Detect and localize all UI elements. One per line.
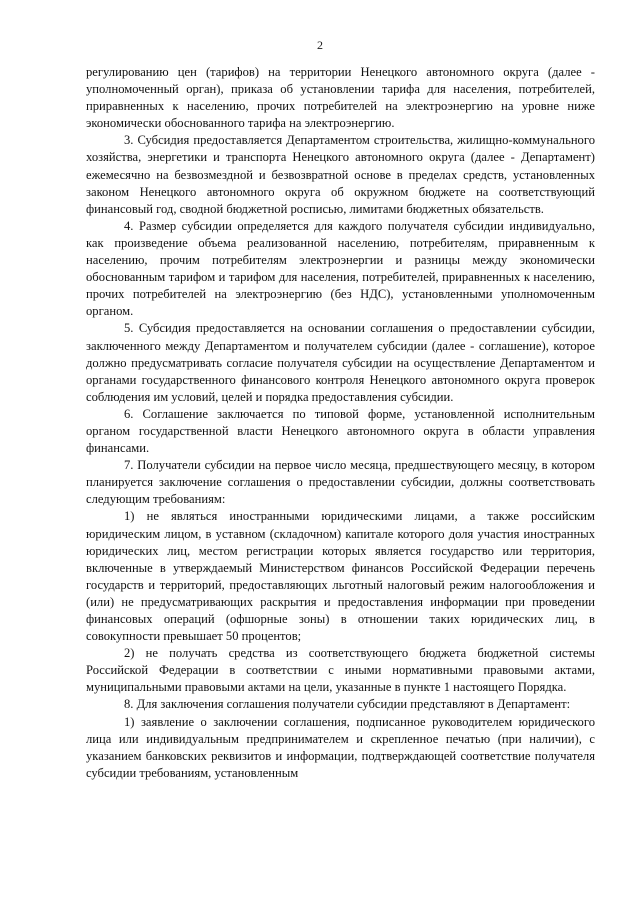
paragraph: 1) заявление о заключении соглашения, подписанное руководителем юридического лица или индивидуальным предпринимателем и скрепленное печатью (при наличии), с указанием банковских реквизитов и информации, подтверждающей соответствие получателя субсидии требованиям, установленным: [86, 714, 595, 780]
paragraph: 4. Размер субсидии определяется для каждого получателя субсидии индивидуально, как произведение объема реализованной населению, потребителям, приравненным к населению, прочим потребителям электроэнергии и разницы между экономически обоснованным тарифом и тарифом для населения, потребителей, приравненных к населению, прочих потребителей на электроэнергию (без НДС), установленными уполномоченным органом.: [86, 218, 595, 319]
paragraph: 7. Получатели субсидии на первое число месяца, предшествующего месяцу, в котором планируется заключение соглашения о предоставлении субсидии, должны соответствовать следующим требованиям:: [86, 458, 595, 507]
paragraph: 5. Субсидия предоставляется на основании соглашения о предоставлении субсидии, заключенного между Департаментом и получателем субсидии (далее - соглашение), которое должно предусматривать согласие получателя субсидии на осуществление Департаментом и органами государственного финансового контроля Ненецкого автономного округа проверок соблюдения им условий, целей и порядка предоставления субсидии.: [86, 321, 595, 404]
paragraph: 6. Соглашение заключается по типовой форме, установленной исполнительным органом государственной власти Ненецкого автономного округа в области управления финансами.: [86, 406, 595, 456]
paragraph: 1) не являться иностранными юридическими лицами, а также российским юридическим лицом, в уставном (складочном) капитале которого доля участия иностранных юридических лиц, местом регистрации которых является государство или территория, включенные в утверждаемый Министерством финансов Российской Федерации перечень государств и территорий, предоставляющих льготный налоговый режим налогообложения и (или) не предусматривающих раскрытия и предоставления информации при проведении финансовых операций (офшорные зоны) в отношении таких юридических лиц, в совокупности превышает 50 процентов;: [86, 509, 595, 644]
paragraph: 3. Субсидия предоставляется Департаментом строительства, жилищно-коммунального хозяйства, энергетики и транспорта Ненецкого автономного округа (далее - Департамент) ежемесячно на безвозмездной и безвозвратной основе в пределах средств, установленных законом Ненецкого автономного округа об окружном бюджете на соответствующий финансовый год, сводной бюджетной росписью, лимитами бюджетных обязательств.: [86, 133, 595, 216]
paragraph: 2) не получать средства из соответствующего бюджета бюджетной системы Российской Федерации в соответствии с иными нормативными правовыми актами, муниципальными правовыми актами на цели, указанные в пункте 1 настоящего Порядка.: [86, 646, 595, 695]
document-body: [86, 64, 595, 782]
page-number: 2: [317, 38, 323, 52]
paragraph: 8. Для заключения соглашения получатели субсидии представляют в Департамент:: [124, 697, 571, 712]
paragraph: регулированию цен (тарифов) на территории Ненецкого автономного округа (далее - уполномоченный орган), приказа об установлении тарифа для населения, потребителей, приравненных к населению, прочих потребителей на электроэнергию на уровне ниже экономически обоснованного тарифа на электроэнергию.: [86, 65, 595, 131]
